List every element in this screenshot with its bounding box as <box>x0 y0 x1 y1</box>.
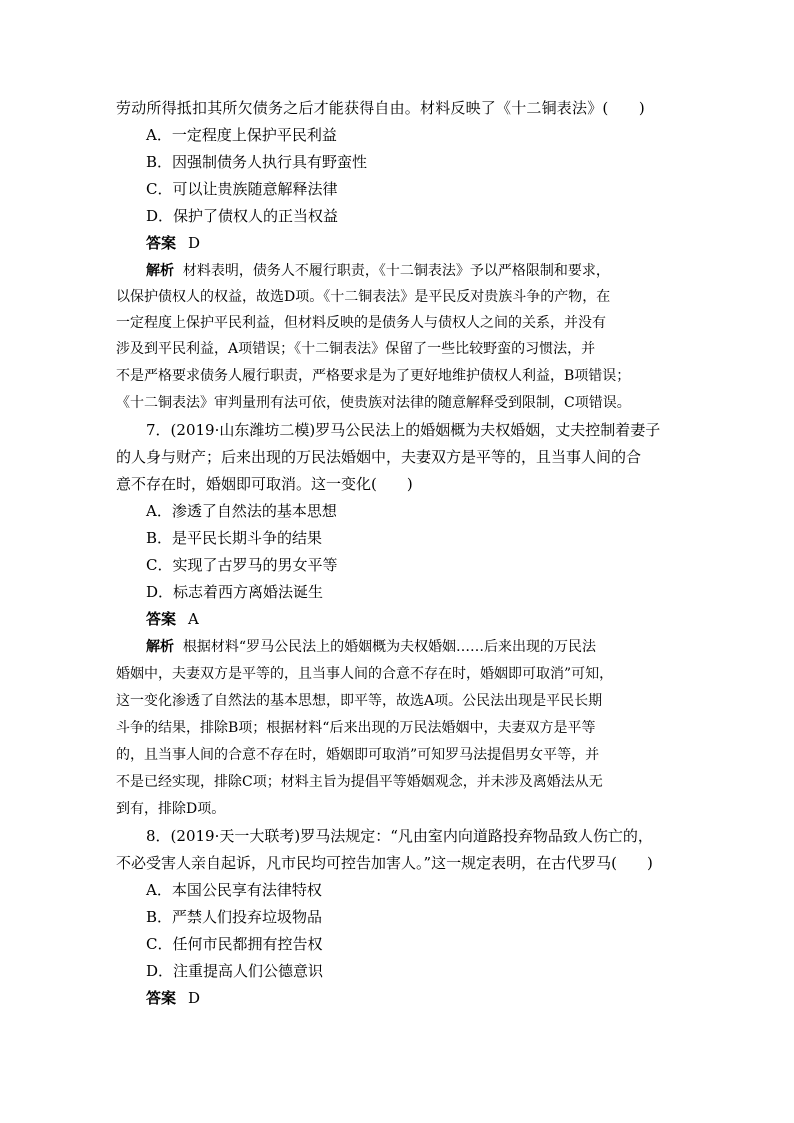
q7-explanation-line-4: 斗争的结果，排除B项；根据材料“后来出现的万民法婚姻中，夫妻双方是平等 <box>116 720 596 736</box>
q6-answer <box>146 233 200 253</box>
q6-explain-text-1: 材料表明，债务人不履行职责，《十二铜表法》予以严格限制和要求， <box>182 263 610 279</box>
q6-option-d: D．保护了债权人的正当权益 <box>146 207 339 225</box>
q7-explanation-line-3: 这一变化渗透了自然法的基本思想，即平等，故选A项。公民法出现是平民长期 <box>116 693 603 709</box>
q6-option-c: C．可以让贵族随意解释法律 <box>146 180 338 198</box>
q7-stem-line-2: 的人身与财产；后来出现的万民法婚姻中，夫妻双方是平等的，且当事人间的合 <box>116 448 642 466</box>
q6-explanation-line-1 <box>146 261 610 281</box>
q8-option-a: A．本国公民享有法律特权 <box>146 881 322 899</box>
q6-explain-label: 解析 <box>146 263 174 279</box>
q7-answer-value: A <box>188 610 199 628</box>
q8-answer-label: 答案 <box>146 989 177 1007</box>
q6-stem-tail: 劳动所得抵扣其所欠债务之后才能获得自由。材料反映了《十二铜表法》( ) <box>116 99 645 117</box>
q7-explain-label: 解析 <box>146 639 174 655</box>
q7-explanation-line-6: 不是已经实现，排除C项；材料主旨为提倡平等婚姻观念，并未涉及离婚法从无 <box>116 774 603 790</box>
q7-explanation-line-1 <box>146 637 596 657</box>
q6-answer-value: D <box>188 234 201 252</box>
q6-explanation-line-5: 不是严格要求债务人履行职责，严格要求是为了更好地维护债权人利益，B项错误； <box>116 368 631 384</box>
q8-option-b: B．严禁人们投弃垃圾物品 <box>146 908 323 926</box>
q8-stem-line-1: 8．(2019·天一大联考)罗马法规定：“凡由室内向道路投弃物品致人伤亡的， <box>146 827 653 845</box>
q8-option-d: D．注重提高人们公德意识 <box>146 962 324 980</box>
q6-option-b: B．因强制债务人执行具有野蛮性 <box>146 153 368 171</box>
q7-option-b: B．是平民长期斗争的结果 <box>146 529 323 547</box>
q6-explanation-line-4: 涉及到平民利益，A项错误；《十二铜表法》保留了一些比较野蛮的习惯法，并 <box>116 341 596 357</box>
q8-stem-line-2: 不必受害人亲自起诉，凡市民均可控告加害人。”这一规定表明，在古代罗马( ) <box>116 854 653 872</box>
q6-explanation-line-6: 《十二铜表法》审判量刑有法可依，使贵族对法律的随意解释受到限制，C项错误。 <box>116 395 631 411</box>
q7-explanation-line-5: 的，且当事人间的合意不存在时，婚姻即可取消”可知罗马法提倡男女平等，并 <box>116 747 600 763</box>
q7-stem-line-1: 7．(2019·山东潍坊二模)罗马公民法上的婚姻概为夫权婚姻，丈夫控制着妻子 <box>146 421 661 439</box>
q7-explain-text-1: 根据材料“罗马公民法上的婚姻概为夫权婚姻……后来出现的万民法 <box>182 639 597 655</box>
q6-explanation-line-2: 以保护债权人的权益，故选D项。《十二铜表法》是平民反对贵族斗争的产物，在 <box>116 289 611 305</box>
q6-answer-label: 答案 <box>146 234 177 252</box>
q7-option-a: A．渗透了自然法的基本思想 <box>146 502 337 520</box>
q8-answer <box>146 988 200 1008</box>
q7-answer-label: 答案 <box>146 610 177 628</box>
q7-option-d: D．标志着西方离婚法诞生 <box>146 583 324 601</box>
q7-explanation-line-7: 到有，排除D项。 <box>116 801 226 817</box>
q6-explanation-line-3: 一定程度上保护平民利益，但材料反映的是债务人与债权人之间的关系，并没有 <box>116 315 606 331</box>
q8-option-c: C．任何市民都拥有控告权 <box>146 935 323 953</box>
q7-option-c: C．实现了古罗马的男女平等 <box>146 556 338 574</box>
q7-stem-line-3: 意不存在时，婚姻即可取消。这一变化( ) <box>116 475 413 493</box>
q8-answer-value: D <box>188 989 201 1007</box>
q7-explanation-line-2: 婚姻中，夫妻双方是平等的，且当事人间的合意不存在时，婚姻即可取消”可知， <box>116 666 614 682</box>
q7-answer <box>146 609 199 629</box>
q6-option-a: A．一定程度上保护平民利益 <box>146 126 337 144</box>
